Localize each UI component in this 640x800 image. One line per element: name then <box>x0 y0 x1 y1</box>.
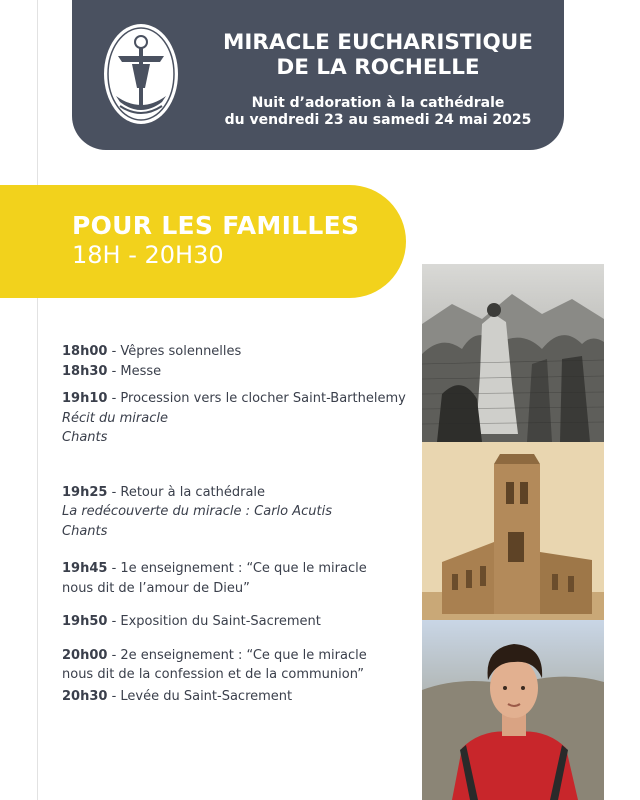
schedule-time: 19h50 <box>62 614 108 629</box>
schedule-text: - Retour à la cathédrale <box>107 484 266 500</box>
banner-title: POUR LES FAMILLES <box>72 211 360 240</box>
portrait-image <box>422 620 604 800</box>
schedule-text-continued: nous dit de l’amour de Dieu” <box>62 580 250 596</box>
schedule-time: 18h00 <box>62 344 108 359</box>
banner-time: 18H - 20H30 <box>72 241 224 269</box>
schedule-item <box>62 389 418 448</box>
subtitle-line-2: du vendredi 23 au samedi 24 mai 2025 <box>224 112 532 128</box>
schedule-item <box>62 612 418 632</box>
subtitle-line-1: Nuit d’adoration à la cathédrale <box>251 95 505 111</box>
page-guide-line <box>37 0 38 800</box>
header-panel <box>72 0 564 150</box>
schedule-text: - Procession vers le clocher Saint-Barthelemy <box>107 391 406 406</box>
schedule-note: Chants <box>62 430 108 445</box>
title-line-1: MIRACLE EUCHARISTIQUE <box>223 30 533 55</box>
schedule-text-continued: nous dit de la confession et de la communion” <box>62 667 364 682</box>
page-subtitle <box>198 95 558 129</box>
schedule-list <box>62 342 418 706</box>
schedule-time: 19h25 <box>62 484 108 500</box>
schedule-text: - Messe <box>107 363 162 379</box>
schedule-text: - 2e enseignement : “Ce que le miracle <box>107 647 367 663</box>
schedule-item <box>62 483 418 542</box>
title-line-2: DE LA ROCHELLE <box>276 55 480 80</box>
schedule-item <box>62 342 418 362</box>
schedule-time: 20h30 <box>62 688 108 704</box>
schedule-text: - Vêpres solennelles <box>107 344 242 359</box>
schedule-text: - Exposition du Saint-Sacrement <box>107 614 321 629</box>
schedule-note: Chants <box>62 523 108 539</box>
schedule-item <box>62 559 418 598</box>
schedule-text: - Levée du Saint-Sacrement <box>107 688 293 704</box>
schedule-time: 19h45 <box>62 561 108 576</box>
schedule-item <box>62 646 418 685</box>
schedule-item <box>62 687 418 707</box>
families-banner <box>0 185 406 298</box>
schedule-time: 20h00 <box>62 647 108 663</box>
ship-mast-emblem-icon <box>102 22 180 126</box>
schedule-item <box>62 362 418 382</box>
schedule-time: 18h30 <box>62 363 108 379</box>
schedule-text: - 1e enseignement : “Ce que le miracle <box>107 561 367 576</box>
photo-column <box>422 264 604 800</box>
bell-tower-image <box>422 442 604 620</box>
schedule-time: 19h10 <box>62 391 108 406</box>
schedule-note: Récit du miracle <box>62 410 168 426</box>
schedule-note: La redécouverte du miracle : Carlo Acutis <box>62 504 332 519</box>
engraving-image <box>422 264 604 442</box>
page-title <box>198 30 558 80</box>
